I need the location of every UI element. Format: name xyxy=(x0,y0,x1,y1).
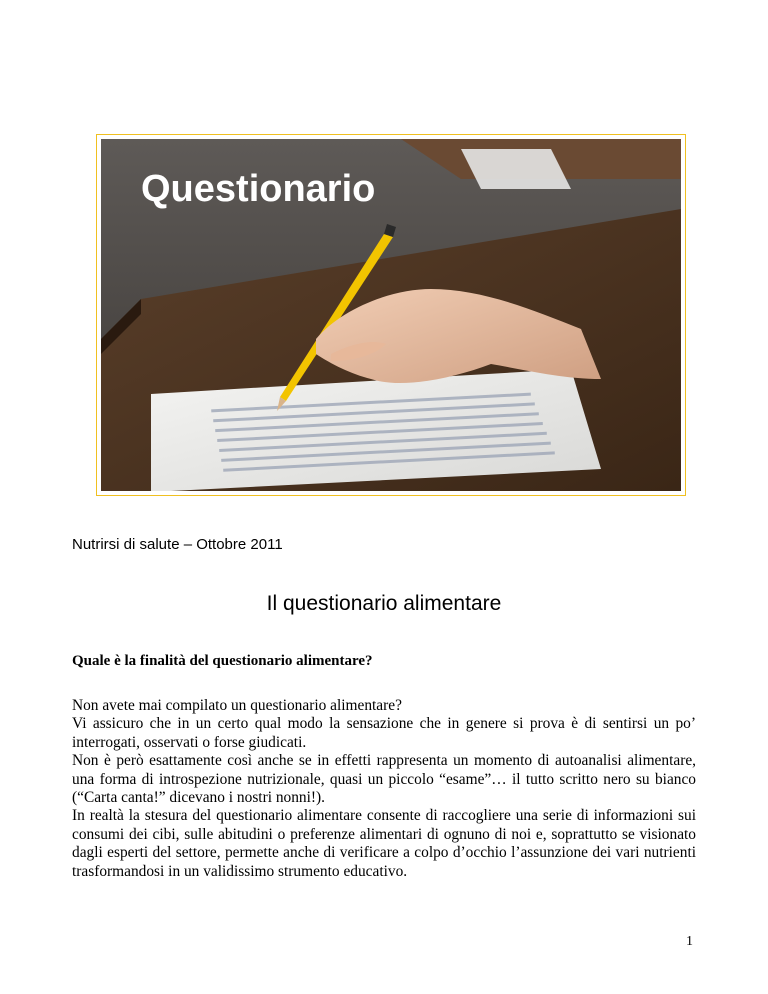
paragraph: Non avete mai compilato un questionario alimentare? xyxy=(72,697,402,714)
document-subtitle: Nutrirsi di salute – Ottobre 2011 xyxy=(72,536,283,553)
paragraph: In realtà la stesura del questionario alimentare consente di raccogliere una serie di informazioni sui consumi dei cibi, sulle abitudini o preferenze alimentari di ognuno di noi e, soprattutto se visionato dagli esperti del settore, permette anche di verificare a colpo d’occhio l’assunzione dei vari nutrienti trasformandosi in un validissimo strumento educativo. xyxy=(72,807,696,880)
questionnaire-photo xyxy=(101,139,681,491)
paragraph: Vi assicuro che in un certo qual modo la sensazione che in genere si prova è di sentirsi un po’ interrogati, osservati o forse giudicati. xyxy=(72,715,696,751)
photo-caption-text: Questionario xyxy=(141,168,376,210)
section-heading: Quale è la finalità del questionario alimentare? xyxy=(72,653,373,669)
paragraph: Non è però esattamente così anche se in effetti rappresenta un momento di autoanalisi alimentare, una forma di introspezione nutrizionale, quasi un piccolo “esame”… il tutto scritto nero su bianco (“Carta canta!” dicevano i nostri nonni!). xyxy=(72,752,696,807)
hero-image-frame xyxy=(96,134,686,496)
body-text xyxy=(72,697,696,881)
document-title: Il questionario alimentare xyxy=(266,592,502,615)
page-number: 1 xyxy=(686,934,693,949)
